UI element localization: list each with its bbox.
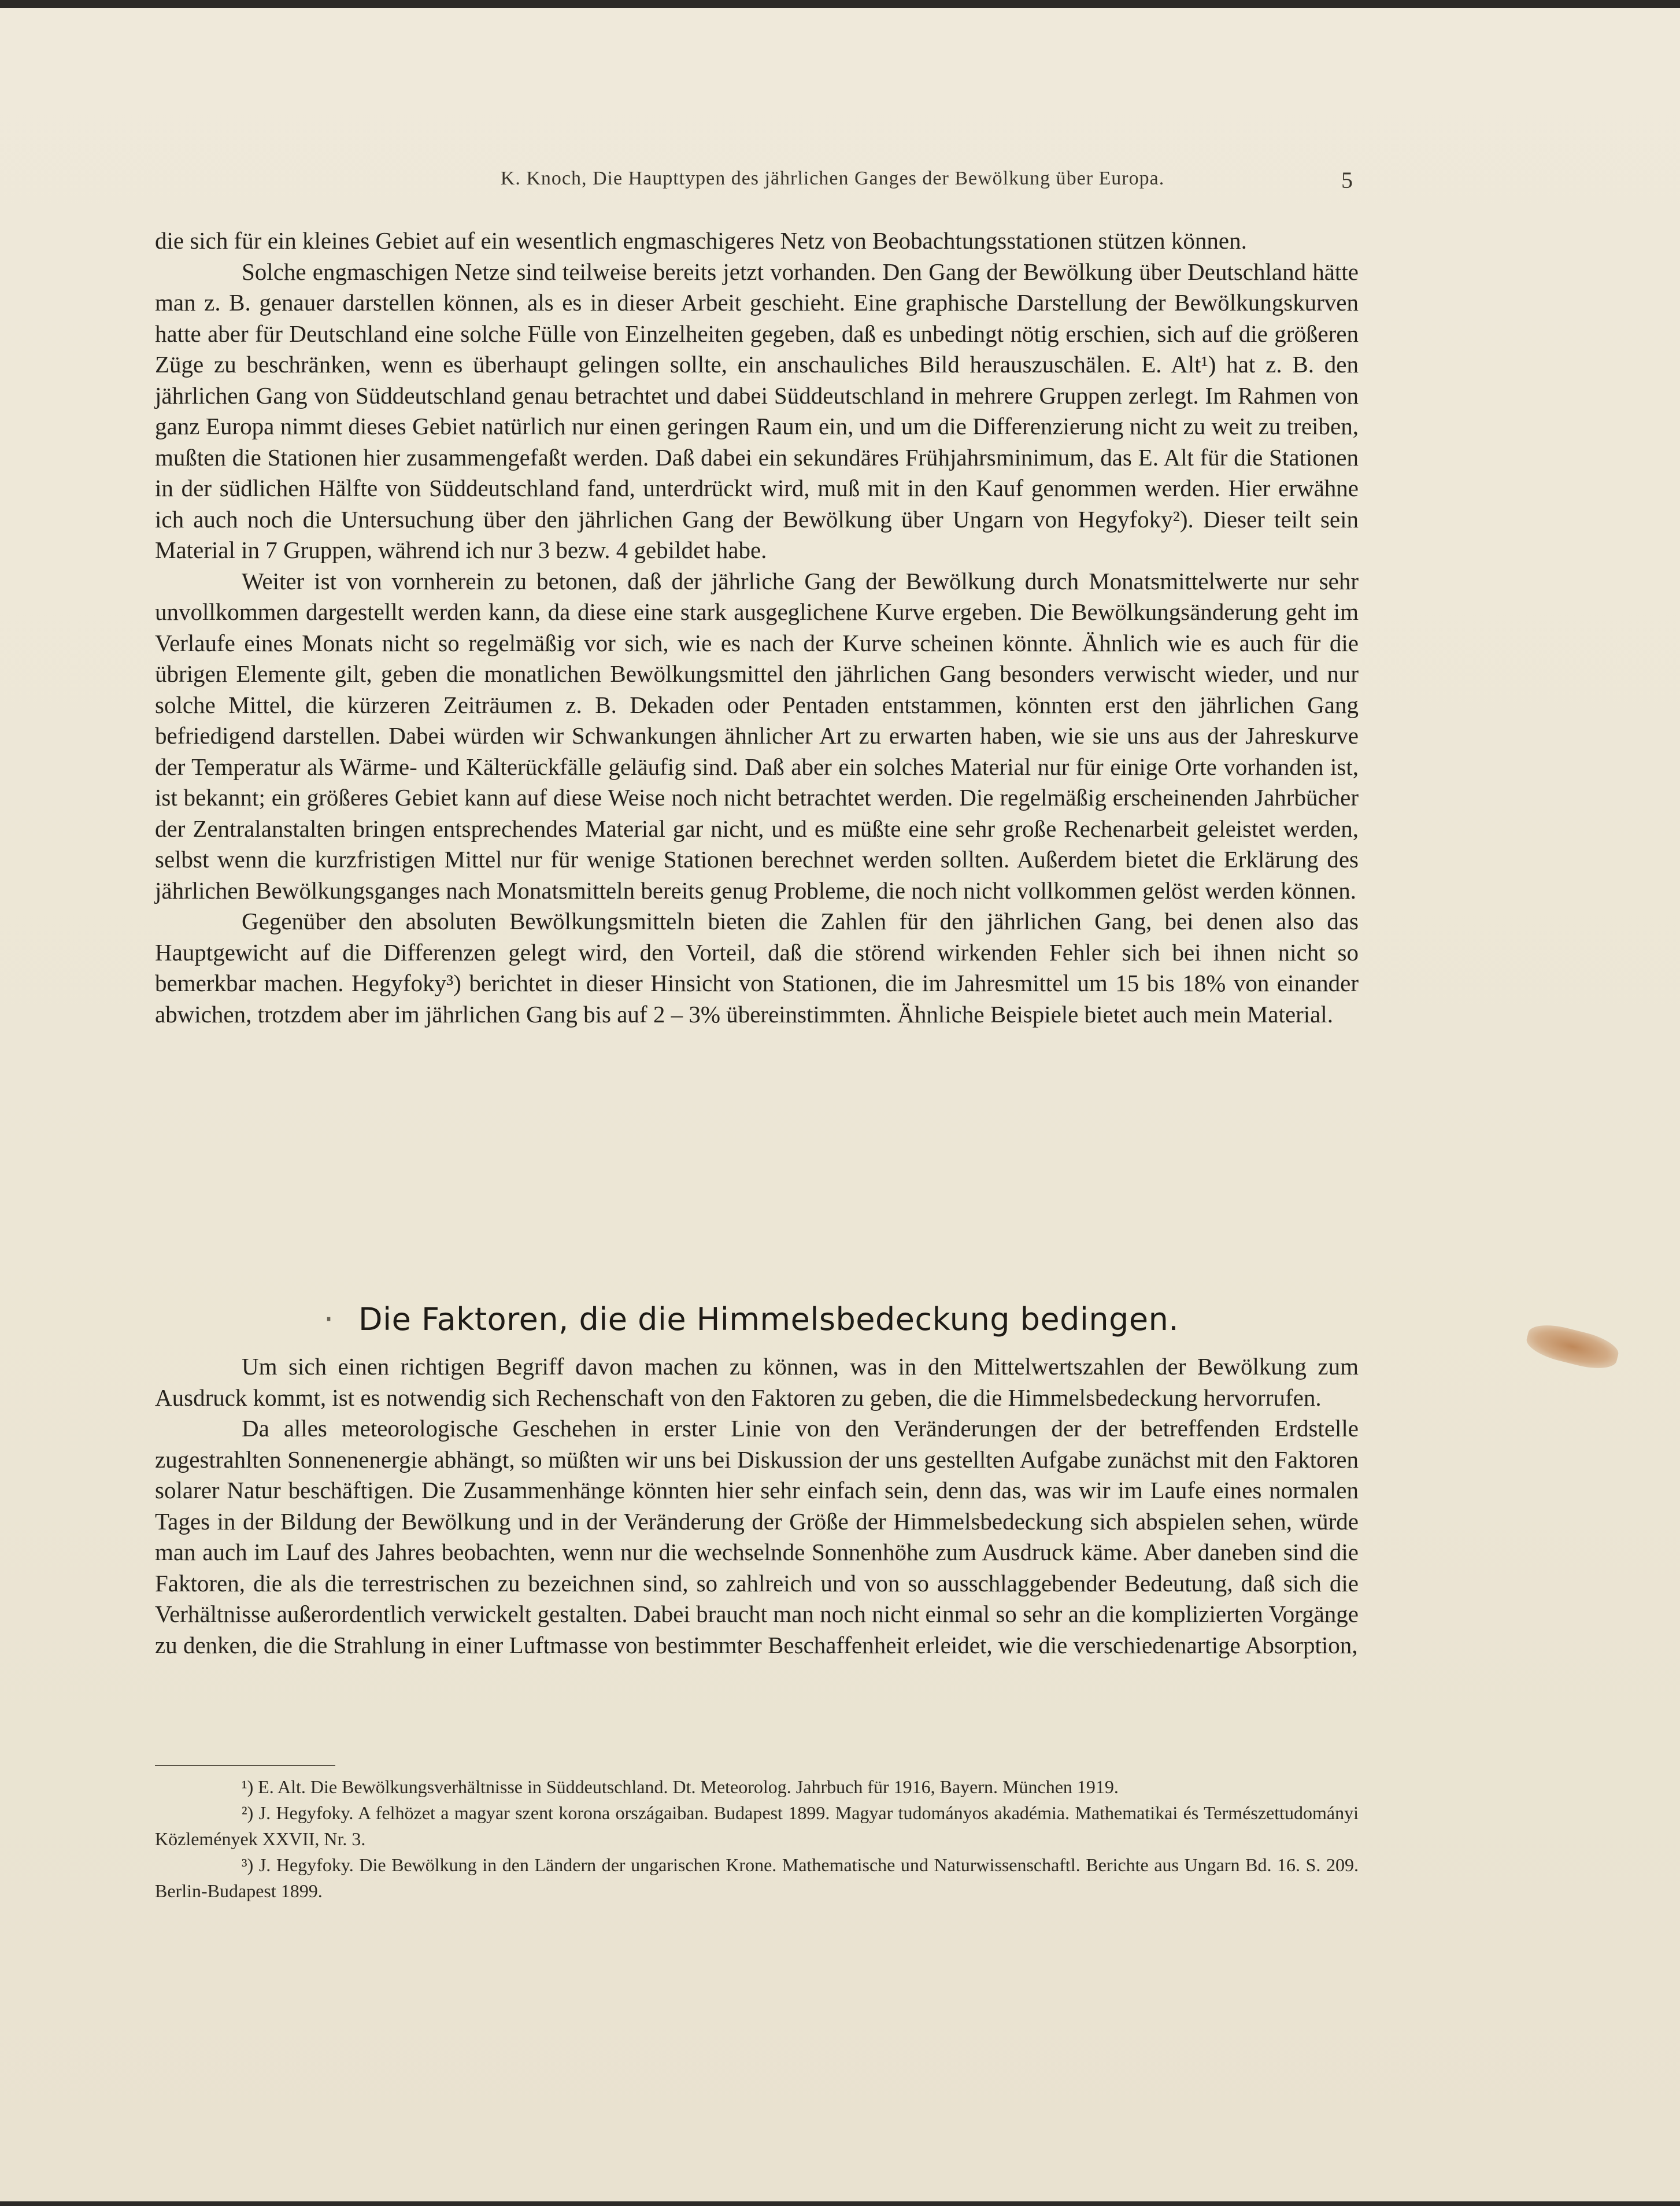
paragraph-monatsmittel: Weiter ist von vornherein zu betonen, daß der jährliche Gang der Bewölkung durch Monatsmittelwerte nur sehr unvollkommen dargestellt werden kann, da diese eine stark ausgeglichene Kurve ergeben. Die Bewölkungsänderung geht im Verlaufe eines Monats nicht so regelmäßig vor sich, wie es nach der Kurve scheinen könnte. Ähnlich wie es auch für die übrigen Elemente gilt, geben die monatlichen Bewölkungsmittel den jährlichen Gang besonders verwischt wieder, und nur solche Mittel, die kürzeren Zeiträumen z. B. Dekaden oder Pentaden entstammen, könnten erst den jährlichen Gang befriedigend darstellen. Dabei würden wir Schwankungen ähnlicher Art zu erwarten haben, wie sie uns aus der Jahreskurve der Temperatur als Wärme- und Kälterückfälle geläufig sind. Daß aber ein solches Material nur für einige Orte vorhanden ist, ist bekannt; ein größeres Gebiet kann auf diese Weise noch nicht betrachtet werden. Die regelmäßig erscheinenden Jahrbücher der Zentralanstalten bringen entsprechendes Material gar nicht, und es müßte eine sehr große Rechenarbeit geleistet werden, selbst wenn die kurzfristigen Mittel nur für wenige Stationen berechnet werden sollten. Außerdem bietet die Erklärung des jährlichen Bewölkungsganges nach Monatsmitteln bereits genug Probleme, die noch nicht vollkommen gelöst werden können. — [155, 567, 1359, 904]
heading-bullet: · — [324, 1301, 334, 1337]
footnote-2: ²) J. Hegyfoky. A felhözet a magyar szent korona országaiban. Budapest 1899. Magyar tudományos akadémia. Mathematikai és Természettudományi Közlemények XXVII, Nr. 3. — [155, 1802, 1359, 1849]
footnotes — [155, 1774, 1359, 1904]
scan-bottom-border — [0, 2201, 1680, 2206]
paragraph-engmaschige-netze: Solche engmaschigen Netze sind teilweise bereits jetzt vorhanden. Den Gang der Bewölkung über Deutschland hätte man z. B. genauer darstellen können, als es in dieser Arbeit geschieht. Eine graphische Darstellung der Bewölkungskurven hatte aber für Deutschland eine solche Fülle von Einzelheiten gegeben, daß es unbedingt nötig erschien, sich auf die größeren Züge zu beschränken, wenn es überhaupt gelingen sollte, ein anschauliches Bild herauszuschälen. E. Alt¹) hat z. B. den jährlichen Gang von Süddeutschland genau betrachtet und dabei Süddeutschland in mehrere Gruppen zerlegt. Im Rahmen von ganz Europa nimmt dieses Gebiet natürlich nur einen geringen Raum ein, und um die Differenzierung nicht zu weit zu treiben, mußten die Stationen hier zusammengefaßt werden. Daß dabei ein sekundäres Frühjahrsminimum, das E. Alt für die Stationen in der südlichen Hälfte von Süddeutschland fand, unterdrückt wird, muß mit in den Kauf genommen werden. Hier erwähne ich auch noch die Untersuchung über den jährlichen Gang der Bewölkung über Ungarn von Hegyfoky²). Dieser teilt sein Material in 7 Gruppen, während ich nur 3 bezw. 4 gebildet habe. — [155, 258, 1359, 563]
paragraph-meteorologisches-geschehen: Da alles meteorologische Geschehen in erster Linie von den Veränderungen der der betreffenden Erdstelle zugestrahlten Sonnenenergie abhängt, so müßten wir uns bei Diskussion der uns gestellten Aufgabe zunächst mit den Faktoren solarer Natur beschäftigen. Die Zusammenhänge könnten hier sehr einfach sein, denn das, was wir im Laufe eines normalen Tages in der Bildung der Bewölkung und in der Veränderung der Größe der Himmelsbedeckung sich abspielen sehen, würde man auch im Lauf des Jahres beobachten, wenn nur die wechselnde Sonnenhöhe zum Ausdruck käme. Aber daneben sind die Faktoren, die als die terrestrischen zu bezeichnen sind, so zahlreich und von so ausschlaggebender Bedeutung, daß sich die Verhältnisse außerordentlich verwickelt gestalten. Dabei braucht man noch nicht einmal so sehr an die komplizierten Vorgänge zu denken, die die Strahlung in einer Luftmasse von bestimmter Beschaffenheit erleidet, wie die verschiedenartige Absorption, — [155, 1415, 1359, 1658]
page-number: 5 — [1341, 167, 1353, 193]
paragraph-absolute-mittel: Gegenüber den absoluten Bewölkungsmitteln bieten die Zahlen für den jährlichen Gang, bei denen also das Hauptgewicht auf die Differenzen gelegt wird, den Vorteil, daß die störend wirkenden Fehler sich bei ihnen nicht so bemerkbar machen. Hegyfoky³) berichtet in dieser Hinsicht von Stationen, die im Jahresmittel um 15 bis 18% von einander abwichen, trotzdem aber im jährlichen Gang bis auf 2 – 3% übereinstimmten. Ähnliche Beispiele bietet auch mein Material. — [155, 908, 1359, 1028]
running-head: K. Knoch, Die Haupttypen des jährlichen Ganges der Bewölkung über Europa. — [500, 168, 1165, 189]
paragraph-continued: die sich für ein kleines Gebiet auf ein wesentlich engmaschigeres Netz von Beobachtungsstationen stützen können. — [155, 227, 1247, 254]
footnote-separator — [155, 1765, 335, 1766]
section-heading — [324, 1301, 1364, 1337]
section-text — [155, 1351, 1359, 1661]
paragraph-begriff: Um sich einen richtigen Begriff davon machen zu können, was in den Mittelwertszahlen der Bewölkung zum Ausdruck kommt, ist es notwendig sich Rechenschaft von den Faktoren zu geben, die die Himmelsbedeckung hervorrufen. — [155, 1353, 1359, 1411]
scan-top-border — [0, 0, 1680, 8]
section-heading-text: Die Faktoren, die die Himmelsbedeckung bedingen. — [358, 1301, 1179, 1337]
footnote-1: ¹) E. Alt. Die Bewölkungsverhältnisse in Süddeutschland. Dt. Meteorolog. Jahrbuch für 1916, Bayern. München 1919. — [242, 1776, 1119, 1797]
body-text — [155, 226, 1359, 1030]
footnote-3: ³) J. Hegyfoky. Die Bewölkung in den Ländern der ungarischen Krone. Mathematische und Naturwissenschaftl. Berichte aus Ungarn Bd. 16. S. 209. Berlin-Budapest 1899. — [155, 1854, 1359, 1901]
